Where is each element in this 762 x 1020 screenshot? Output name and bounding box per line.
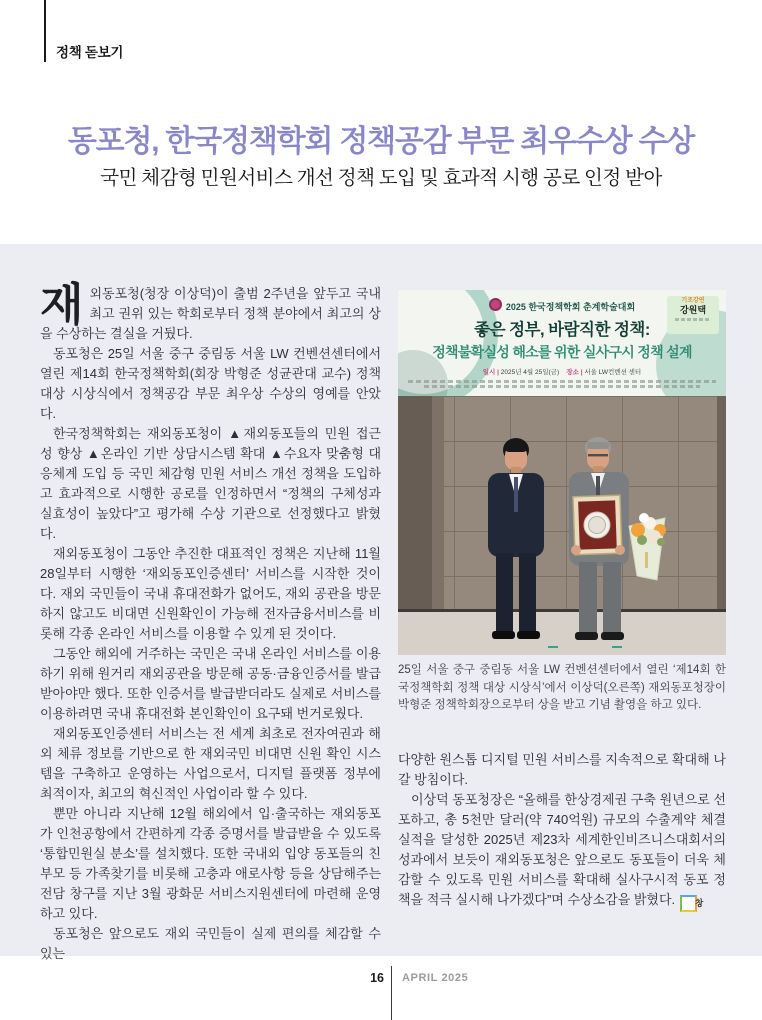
society-logo-icon bbox=[489, 298, 502, 311]
section-kicker: 정책 돋보기 bbox=[56, 45, 124, 60]
paragraph-text: 외동포청(청장 이상덕)이 출범 2주년을 앞두고 국내 최고 권위 있는 학회로부터 정책 분야에서 최고의 상을 수상하는 결실을 거뒀다. bbox=[40, 286, 381, 341]
banner-event-text: 2025 한국정책학회 춘계학술대회 bbox=[505, 302, 636, 312]
paragraph: 한국정책학회는 재외동포청이 ▲재외동포들의 민원 접근성 향상 ▲온라인 기반 상담시스템 확대 ▲수요자 맞춤형 대응체계 도입 등 국민 체감형 민원 서비스 개선 정책을 도입하고 효과적으로 시행한 공로를 인정하면서 “정책의 구체성과 실효성이 높았다”고 평가해 수상 기관으로 선정했다고 밝혔다. bbox=[40, 426, 381, 541]
paragraph bbox=[40, 279, 381, 344]
paragraph: 뿐만 아니라 지난해 12월 해외에서 입·출국하는 재외동포가 인천공항에서 간편하게 각종 증명서를 발급받을 수 있도록 ‘통합민원실 분소’를 설치했다. 또한 국내외 입양 동포들의 친부모 등 가족찾기를 비롯해 고충과 애로사항 등을 상담해주는 전담 창구를 지난 3월 광화문 서비스지원센터에 마련해 운영하고 있다. bbox=[40, 806, 381, 921]
paragraph: 다양한 원스톱 디지털 민원 서비스를 지속적으로 확대해 나갈 방침이다. bbox=[398, 752, 726, 787]
keynote-box bbox=[667, 296, 719, 334]
keynote-speaker: 강원택 bbox=[679, 305, 707, 315]
date-label: 일시 | bbox=[482, 369, 499, 376]
article-title: 동포청, 한국정책학회 정책공감 부문 최우수상 수상 bbox=[67, 125, 695, 158]
conference-banner bbox=[398, 290, 726, 396]
paragraph: 동포청은 앞으로도 재외 국민들이 실제 편의를 체감할 수 있는 bbox=[40, 926, 381, 961]
kicker-rule bbox=[44, 0, 46, 62]
paragraph-text: 이상덕 동포청장은 “올해를 한상경제권 구축 원년으로 선포하고, 총 5천만 달러(약 740억원) 규모의 수출계약 체결 실적을 달성한 2025년 제23차 세계한인비즈니스대회서의 성과에서 보듯이 재외동포청은 앞으로도 동포들이 더욱 체감할 수 있도록 민원 서비스를 확대해 실사구시적 동포 정책을 적극 실시해 나가겠다”며 수상소감을 밝혔다. bbox=[398, 792, 726, 907]
venue-value: 서울 LW컨벤션 센터 bbox=[584, 369, 642, 376]
article-end-mark-icon: 창 bbox=[680, 895, 697, 912]
award-ceremony-photo bbox=[398, 290, 726, 655]
sponsor-text-line bbox=[424, 385, 700, 388]
article-subtitle: 국민 체감형 민원서비스 개선 정책 도입 및 효과적 시행 공로 인정 받아 bbox=[100, 168, 662, 189]
venue-label: 장소 | bbox=[566, 369, 583, 376]
paragraph: 재외동포청이 그동안 추진한 대표적인 정책은 지난해 11월 28일부터 시행한 ‘재외동포인증센터’ 서비스를 시작한 것이다. 재외 국민들이 국내 휴대전화가 없어도, 재외 공관을 방문하지 않고도 비대면 신원확인이 가능해 전자금융서비스를 비롯해 각종 온라인 서비스를 이용할 수 있게 된 것이다. bbox=[40, 546, 381, 641]
footer-divider bbox=[391, 966, 392, 1020]
photo-caption: 25일 서울 중구 중림동 서울 LW 컨벤션센터에서 열린 ‘제14회 한국정책학회 정책 대상 시상식’에서 이상덕(오른쪽) 재외동포청장이 박형준 정책학회장으로부터 상을 받고 기념 촬영을 하고 있다. bbox=[398, 664, 726, 711]
paragraph: 재외동포인증센터 서비스는 전 세계 최초로 전자여권과 해외 체류 정보를 기반으로 한 재외국민 비대면 신원 확인 시스템을 구축하고 운영하는 사업으로서, 디지털 플랫폼 정부에 최적이자, 최고의 혁신적인 사업이라 할 수 있다. bbox=[40, 726, 381, 801]
banner-title-line2: 정책불확실성 해소를 위한 실사구시 정책 설계 bbox=[432, 344, 692, 360]
page-number: 16 bbox=[370, 971, 384, 985]
banner-info-line bbox=[398, 367, 726, 376]
sponsor-text-line bbox=[408, 380, 716, 383]
issue-date: APRIL 2025 bbox=[402, 972, 469, 984]
keynote-affiliation-line bbox=[675, 318, 711, 321]
paragraph: 동포청은 25일 서울 중구 중림동 서울 LW 컨벤션센터에서 열린 제14회 한국정책학회(회장 박형준 성균관대 교수) 정책 대상 시상식에서 정책공감 부문 최우상 수상의 영예를 안았다. bbox=[40, 346, 381, 421]
banner-title-line1: 좋은 정부, 바람직한 정책: bbox=[474, 321, 650, 339]
paragraph bbox=[398, 790, 726, 912]
paragraph: 그동안 해외에 거주하는 국민은 국내 온라인 서비스를 이용하기 위해 원거리 재외공관을 방문해 공동·금융인증서를 발급받아야만 했다. 또한 인증서를 발급받더라도 실제로 서비스를 이용하려면 국내 휴대전화 본인확인이 요구돼 번거로웠다. bbox=[40, 646, 381, 721]
date-value: 2025년 4월 25일(금) bbox=[500, 369, 560, 376]
drop-cap: 재 bbox=[40, 279, 84, 330]
left-column bbox=[40, 279, 381, 964]
keynote-label: 기조강연 bbox=[681, 298, 705, 304]
right-column bbox=[398, 750, 726, 912]
